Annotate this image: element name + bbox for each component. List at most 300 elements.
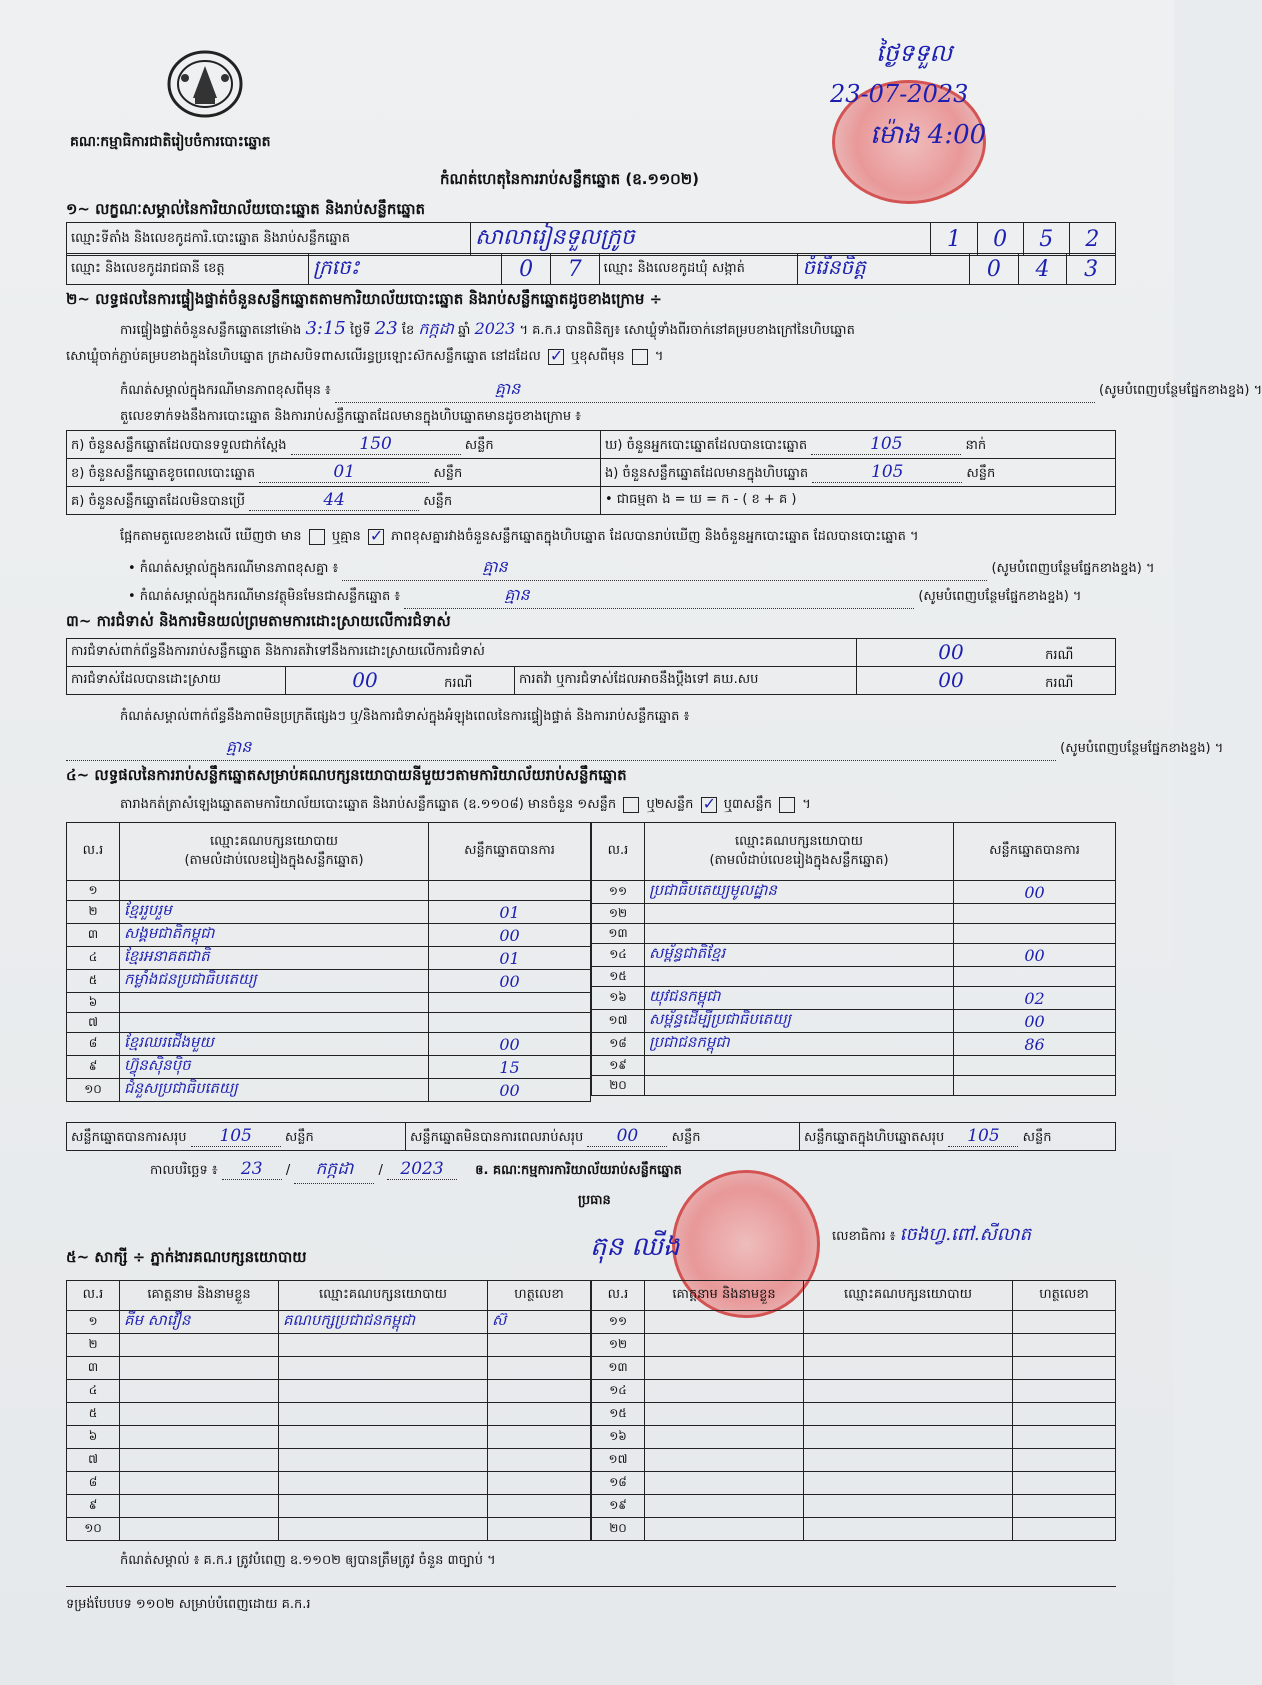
result-no: ១០ bbox=[67, 1079, 120, 1102]
witness-row bbox=[592, 1380, 1116, 1403]
witness-no: ៦ bbox=[67, 1426, 120, 1449]
stamp-top-label: ថ្ងៃទទួល bbox=[876, 39, 953, 67]
witness-row bbox=[592, 1403, 1116, 1426]
witness-row bbox=[592, 1518, 1116, 1541]
province-code-digit: 7 bbox=[550, 254, 599, 285]
witness-party bbox=[279, 1380, 488, 1403]
witness-col-no: ល.រ bbox=[67, 1281, 120, 1311]
para1-e: ។ គ.ក.រ បានពិនិត្យ៖ សោឃ្លុំទាំងពីរចាក់នៅគម្របខាងក្រៅនៃហិបឆ្នោត bbox=[519, 323, 855, 338]
witness-no: ១២ bbox=[592, 1334, 645, 1357]
commune-code-digit: 4 bbox=[1018, 254, 1067, 285]
result-row bbox=[592, 881, 1116, 904]
result-votes: 00 bbox=[429, 924, 591, 947]
result-no: ៩ bbox=[67, 1056, 120, 1079]
date-label: កាលបរិច្ឆេទ ៖ bbox=[150, 1163, 218, 1178]
section2-para2 bbox=[66, 348, 663, 367]
col-votes-header: សន្លឹកឆ្នោតបានការ bbox=[429, 823, 591, 881]
secretary-row bbox=[832, 1222, 1031, 1249]
commune-label: ឈ្មោះ និងលេខកូដឃុំ សង្កាត់ bbox=[599, 254, 798, 285]
witness-signature bbox=[488, 1472, 591, 1495]
witness-party bbox=[804, 1495, 1013, 1518]
witness-row bbox=[67, 1403, 591, 1426]
objection-row2-cell bbox=[286, 667, 515, 695]
witness-no: ៣ bbox=[67, 1357, 120, 1380]
result-no: ១៦ bbox=[592, 987, 645, 1010]
result-party bbox=[120, 881, 429, 901]
location-code-digit: 5 bbox=[1023, 223, 1069, 256]
location-code-digit: 2 bbox=[1069, 223, 1115, 256]
witness-name bbox=[120, 1426, 279, 1449]
figure-b-label: ខ) ចំនួនសន្លឹកឆ្នោតខូចពេលបោះឆ្នោត bbox=[71, 465, 256, 481]
total-valid-unit: សន្លឹក bbox=[284, 1129, 314, 1145]
result-row bbox=[67, 1033, 591, 1056]
result-party: ប្រជាធិបតេយ្យមូលដ្ឋាន bbox=[645, 881, 954, 904]
witness-name bbox=[120, 1495, 279, 1518]
col-party-header bbox=[645, 823, 954, 881]
result-no: ១៧ bbox=[592, 1010, 645, 1033]
result-no: ១៣ bbox=[592, 924, 645, 944]
result-party bbox=[645, 1076, 954, 1096]
witness-col-name: គោត្តនាម និងនាមខ្លួន bbox=[120, 1281, 279, 1311]
figure-d-unit: នាក់ bbox=[965, 437, 987, 453]
witness-row bbox=[592, 1472, 1116, 1495]
result-party bbox=[645, 924, 954, 944]
witness-name bbox=[120, 1334, 279, 1357]
result-row bbox=[67, 993, 591, 1013]
witness-party bbox=[279, 1357, 488, 1380]
date-row: កាលបរិច្ឆេទ ៖ 23 / កក្កដា / 2023 ឲ. គណៈកម្មការការិយាល័យរាប់សន្លឹកឆ្នោត bbox=[150, 1158, 682, 1184]
intro-a: តារាងកត់ត្រាសំឡេងឆ្នោតតាមការិយាល័យបោះឆ្នោត និងរាប់សន្លឹកឆ្នោត (ឧ.១១០៨) មានចំនួន ១សន្លឹក bbox=[120, 797, 617, 812]
compare-c: ភាពខុសគ្នារវាងចំនួនសន្លឹកឆ្នោតក្នុងហិបឆ្នោត ដែលបានរាប់ឃើញ និងចំនួនអ្នកបោះឆ្នោត ដែលបានបោះឆ្នោត ។ bbox=[391, 529, 919, 544]
commune-code-digit: 0 bbox=[970, 254, 1019, 285]
figure-e-label: ង) ចំនួនសន្លឹកឆ្នោតដែលមានក្នុងហិបឆ្នោត bbox=[605, 465, 809, 481]
secretary-label: លេខាធិការ ៖ bbox=[832, 1229, 896, 1244]
witness-signature bbox=[488, 1357, 591, 1380]
result-votes bbox=[429, 993, 591, 1013]
witness-name bbox=[120, 1449, 279, 1472]
witness-party bbox=[804, 1334, 1013, 1357]
witness-no: ១៣ bbox=[592, 1357, 645, 1380]
witness-party bbox=[804, 1472, 1013, 1495]
result-row bbox=[67, 881, 591, 901]
witness-col-no: ល.រ bbox=[592, 1281, 645, 1311]
three-sheets-checkbox[interactable] bbox=[779, 797, 795, 813]
location-code-digit: 0 bbox=[977, 223, 1023, 256]
witness-name bbox=[645, 1380, 804, 1403]
witness-no: ១៦ bbox=[592, 1426, 645, 1449]
result-votes bbox=[429, 1013, 591, 1033]
para1-month: កក្កដា bbox=[418, 319, 454, 338]
result-party bbox=[645, 1056, 954, 1076]
figure-d-value: 105 bbox=[811, 434, 961, 455]
witness-party bbox=[279, 1518, 488, 1541]
figure-cell-d bbox=[601, 431, 1116, 459]
witness-name bbox=[645, 1472, 804, 1495]
result-row bbox=[592, 1056, 1116, 1076]
note-prev-value: គ្មាន bbox=[335, 378, 1095, 403]
witness-party bbox=[804, 1518, 1013, 1541]
province-code-digit: 0 bbox=[502, 254, 551, 285]
figure-e-value: 105 bbox=[812, 462, 962, 483]
objection-row2-cell2 bbox=[857, 667, 1116, 695]
witness-row bbox=[67, 1449, 591, 1472]
result-no: ៧ bbox=[67, 1013, 120, 1033]
objection-note-suffix: (សូមបំពេញបន្ថែមផ្នែកខាងខ្នង) ។ bbox=[1060, 741, 1224, 756]
result-party bbox=[645, 967, 954, 987]
formula-text: • ជាធម្មតា ង = ឃ = ក - ( ខ + គ ) bbox=[605, 492, 797, 507]
objection-row1-label: ការជំទាស់ពាក់ព័ន្ធនឹងការរាប់សន្លឹកឆ្នោត និងការតវ៉ាទៅនឹងការដោះស្រាយលើការជំទាស់ bbox=[67, 639, 857, 667]
result-no: ១១ bbox=[592, 881, 645, 904]
para2-b: ឬខុសពីមុន bbox=[570, 349, 625, 364]
total-box-unit: សន្លឹក bbox=[1022, 1129, 1052, 1145]
witness-row bbox=[67, 1380, 591, 1403]
result-no: ១ bbox=[67, 881, 120, 901]
commune-code-digit: 3 bbox=[1067, 254, 1116, 285]
witness-row bbox=[67, 1426, 591, 1449]
result-no: ១៤ bbox=[592, 944, 645, 967]
result-votes: 00 bbox=[429, 970, 591, 993]
figures-intro: តួលេខទាក់ទងនឹងការបោះឆ្នោត និងការរាប់សន្លឹកឆ្នោតដែលមានក្នុងហិបឆ្នោតមានដូចខាងក្រោម ៖ bbox=[120, 409, 581, 424]
figure-b-value: 01 bbox=[259, 462, 429, 483]
objections-table bbox=[66, 638, 1116, 695]
bullet1-row bbox=[128, 556, 1155, 581]
result-no: ៤ bbox=[67, 947, 120, 970]
witness-party bbox=[804, 1449, 1013, 1472]
figure-d-label: ឃ) ចំនួនអ្នកបោះឆ្នោតដែលបានបោះឆ្នោត bbox=[605, 437, 808, 453]
result-party: ហ៊្វុនស៊ិនប៉ិច bbox=[120, 1056, 429, 1079]
footnote: កំណត់សម្គាល់ ៖ គ.ក.រ ត្រូវបំពេញ ឧ.១១០២ ឲ្យបានត្រឹមត្រូវ ចំនួន ៣ច្បាប់ ។ bbox=[120, 1553, 496, 1568]
chair-signature: តុន ឈីង bbox=[590, 1232, 680, 1262]
result-no: ៦ bbox=[67, 993, 120, 1013]
objection-row1-cell bbox=[857, 639, 1116, 667]
objection-note-label: កំណត់សម្គាល់ពាក់ព័ន្ធនឹងភាពមិនប្រក្រតីផ្សេងៗ ឬ/និងការជំទាស់ក្នុងអំឡុងពេលនៃការផ្ទៀងផ្ទាត់ និងការរាប់សន្លឹកឆ្នោត ៖ bbox=[120, 709, 690, 724]
witness-no: ៤ bbox=[67, 1380, 120, 1403]
witness-signature bbox=[1013, 1334, 1116, 1357]
witness-party bbox=[804, 1403, 1013, 1426]
total-invalid-label: សន្លឹកឆ្នោតមិនបានការពេលរាប់សរុប bbox=[410, 1129, 584, 1145]
witness-table-left bbox=[66, 1280, 591, 1541]
result-party: ខ្មែរឈរជើងមួយ bbox=[120, 1033, 429, 1056]
witness-name bbox=[645, 1495, 804, 1518]
total-valid-value: 105 bbox=[191, 1126, 281, 1147]
results-table-left bbox=[66, 822, 591, 1102]
figure-c-label: គ) ចំនួនសន្លឹកឆ្នោតដែលមិនបានប្រើ bbox=[71, 493, 245, 509]
bullet1-suffix: (សូមបំពេញបន្ថែមផ្នែកខាងខ្នង) ។ bbox=[991, 561, 1155, 576]
col-party-sub: (តាមលំដាប់លេខរៀងក្នុងសន្លឹកឆ្នោត) bbox=[709, 852, 889, 868]
result-votes bbox=[954, 1056, 1116, 1076]
witness-row bbox=[592, 1449, 1116, 1472]
witness-no: ១៨ bbox=[592, 1472, 645, 1495]
witness-signature bbox=[488, 1380, 591, 1403]
result-party: ខ្មែររួបរួម bbox=[120, 901, 429, 924]
witness-signature bbox=[488, 1334, 591, 1357]
witness-name bbox=[645, 1518, 804, 1541]
para1-b: ថ្ងៃទី bbox=[350, 323, 371, 338]
two-sheets-checkbox[interactable] bbox=[701, 797, 717, 813]
same-checkbox[interactable] bbox=[548, 349, 564, 365]
result-party bbox=[645, 904, 954, 924]
result-party: ខ្មែរអនាគតជាតិ bbox=[120, 947, 429, 970]
compare-row bbox=[120, 528, 919, 547]
figure-c-value: 44 bbox=[249, 490, 419, 511]
total-box-value: 105 bbox=[948, 1126, 1018, 1147]
location-code-digit: 1 bbox=[931, 223, 977, 256]
witness-signature bbox=[1013, 1311, 1116, 1334]
result-no: ១២ bbox=[592, 904, 645, 924]
result-no: ១៨ bbox=[592, 1033, 645, 1056]
one-sheet-checkbox[interactable] bbox=[623, 797, 639, 813]
witness-no: ១៥ bbox=[592, 1403, 645, 1426]
section1-table bbox=[66, 222, 1116, 256]
witness-name bbox=[645, 1334, 804, 1357]
total-box-label: សន្លឹកឆ្នោតក្នុងហិបឆ្នោតសរុប bbox=[804, 1129, 945, 1145]
bullet2-suffix: (សូមបំពេញបន្ថែមផ្នែកខាងខ្នង) ។ bbox=[918, 589, 1082, 604]
witness-table-right bbox=[591, 1280, 1116, 1541]
witness-party bbox=[804, 1380, 1013, 1403]
footer-rule bbox=[66, 1586, 1116, 1587]
result-row bbox=[67, 901, 591, 924]
result-no: ៨ bbox=[67, 1033, 120, 1056]
figure-cell-a bbox=[67, 431, 601, 459]
witness-party bbox=[804, 1311, 1013, 1334]
bullet2-value: គ្មាន bbox=[404, 584, 914, 609]
note-prev-suffix: (សូមបំពេញបន្ថែមផ្នែកខាងខ្នង) ។ bbox=[1099, 383, 1262, 398]
witness-row bbox=[592, 1495, 1116, 1518]
result-votes: 86 bbox=[954, 1033, 1116, 1056]
figure-cell-c bbox=[67, 487, 601, 515]
objection-note-row bbox=[66, 736, 1224, 761]
witness-name bbox=[645, 1426, 804, 1449]
result-votes bbox=[954, 904, 1116, 924]
witness-name: គីម សាវឿន bbox=[120, 1311, 279, 1334]
committee-label: ឲ. គណៈកម្មការការិយាល័យរាប់សន្លឹកឆ្នោត bbox=[475, 1163, 682, 1178]
objection-row2-value2: 00 bbox=[938, 667, 964, 692]
secretary-name: ចេងហ្វ.ពៅ.សីលាត bbox=[899, 1224, 1032, 1245]
bullet2-row bbox=[128, 584, 1118, 609]
result-votes bbox=[954, 1076, 1116, 1096]
stamp-time: ម៉ោង 4:00 bbox=[870, 120, 987, 150]
result-votes: 00 bbox=[954, 881, 1116, 904]
intro-end: ។ bbox=[802, 797, 811, 812]
intro-c: ឬ៣សន្លឹក bbox=[723, 797, 772, 812]
col-votes-header: សន្លឹកឆ្នោតបានការ bbox=[954, 823, 1116, 881]
result-row bbox=[67, 1013, 591, 1033]
witness-row bbox=[592, 1311, 1116, 1334]
witness-signature bbox=[488, 1403, 591, 1426]
total-box-cell bbox=[800, 1123, 1116, 1151]
witness-col-party: ឈ្មោះគណបក្សនយោបាយ bbox=[804, 1281, 1013, 1311]
result-row bbox=[67, 924, 591, 947]
result-votes: 00 bbox=[429, 1079, 591, 1102]
para1-day: 23 bbox=[374, 318, 398, 339]
col-party-sub: (តាមលំដាប់លេខរៀងក្នុងសន្លឹកឆ្នោត) bbox=[184, 852, 364, 868]
result-party bbox=[120, 993, 429, 1013]
totals-table bbox=[66, 1122, 1116, 1151]
result-row bbox=[592, 1076, 1116, 1096]
result-row bbox=[592, 1033, 1116, 1056]
note-prev-label: កំណត់សម្គាល់ក្នុងករណីមានភាពខុសពីមុន ៖ bbox=[120, 383, 331, 398]
witness-party: គណបក្សប្រជាជនកម្ពុជា bbox=[279, 1311, 488, 1334]
bullet1-value: គ្មាន bbox=[342, 556, 987, 581]
compare-b: ឬគ្មាន bbox=[331, 529, 361, 544]
result-votes: 01 bbox=[429, 947, 591, 970]
witness-signature bbox=[1013, 1403, 1116, 1426]
result-row bbox=[67, 1079, 591, 1102]
figure-cell-e bbox=[601, 459, 1116, 487]
witness-name bbox=[645, 1311, 804, 1334]
witness-no: ១១ bbox=[592, 1311, 645, 1334]
witness-row bbox=[67, 1311, 591, 1334]
nec-emblem-icon bbox=[165, 48, 245, 120]
stamp-date: 23-07-2023 bbox=[830, 80, 969, 108]
witness-name bbox=[645, 1357, 804, 1380]
total-invalid-value: 00 bbox=[587, 1126, 667, 1147]
result-row bbox=[592, 904, 1116, 924]
witness-name bbox=[645, 1449, 804, 1472]
result-party: សម្ព័ន្ធដើម្បីប្រជាធិបតេយ្យ bbox=[645, 1010, 954, 1033]
witness-no: ៩ bbox=[67, 1495, 120, 1518]
section2-para1 bbox=[120, 318, 855, 342]
witness-party bbox=[279, 1426, 488, 1449]
witness-col-sign: ហត្ថលេខា bbox=[488, 1281, 591, 1311]
witness-signature bbox=[1013, 1449, 1116, 1472]
result-no: ១៩ bbox=[592, 1056, 645, 1076]
result-row bbox=[592, 1010, 1116, 1033]
result-no: ២ bbox=[67, 901, 120, 924]
result-votes bbox=[429, 881, 591, 901]
result-party bbox=[120, 1013, 429, 1033]
witness-party bbox=[804, 1357, 1013, 1380]
date-day: 23 bbox=[222, 1159, 282, 1180]
different-checkbox[interactable] bbox=[632, 349, 648, 365]
witness-row bbox=[592, 1426, 1116, 1449]
col-no-header: ល.រ bbox=[592, 823, 645, 881]
province-value: ក្រចេះ bbox=[308, 254, 501, 285]
org-name: គណៈកម្មាធិការជាតិរៀបចំការបោះឆ្នោត bbox=[70, 134, 271, 150]
col-party-title: ឈ្មោះគណបក្សនយោបាយ bbox=[210, 833, 338, 849]
result-row bbox=[67, 1056, 591, 1079]
result-row bbox=[592, 987, 1116, 1010]
result-row bbox=[67, 947, 591, 970]
objection-row2-unit: ករណី bbox=[444, 675, 473, 691]
result-votes: 01 bbox=[429, 901, 591, 924]
objection-row2-label: ការជំទាស់ដែលបានដោះស្រាយ bbox=[67, 667, 286, 695]
witness-no: ១ bbox=[67, 1311, 120, 1334]
para2-text: សោឃ្លុំចាក់ភ្ជាប់គម្របខាងក្នុងនៃហិបឆ្នោត ក្រដាសបិទពាសលើរន្ធប្រឡោះស៊កសន្លឹកឆ្នោត នៅដដែល bbox=[66, 349, 541, 364]
location-value: សាលារៀនទួលក្រូច bbox=[471, 223, 931, 256]
witness-col-sign: ហត្ថលេខា bbox=[1013, 1281, 1116, 1311]
intro-b: ឬ២សន្លឹក bbox=[646, 797, 694, 812]
result-row bbox=[592, 944, 1116, 967]
witness-signature bbox=[488, 1518, 591, 1541]
witness-row bbox=[67, 1334, 591, 1357]
objection-row2-value: 00 bbox=[352, 667, 378, 692]
witness-no: ១៤ bbox=[592, 1380, 645, 1403]
note-prev-row bbox=[120, 378, 1262, 403]
figure-a-unit: សន្លឹក bbox=[464, 437, 494, 453]
date-month: កក្កដា bbox=[294, 1158, 374, 1184]
witness-name bbox=[120, 1357, 279, 1380]
result-no: ៥ bbox=[67, 970, 120, 993]
witness-no: ១៩ bbox=[592, 1495, 645, 1518]
figure-c-unit: សន្លឹក bbox=[423, 493, 453, 509]
result-votes: 02 bbox=[954, 987, 1116, 1010]
figure-b-unit: សន្លឹក bbox=[433, 465, 463, 481]
result-row bbox=[67, 970, 591, 993]
witness-row bbox=[67, 1357, 591, 1380]
objection-row2-unit2: ករណី bbox=[1045, 675, 1074, 691]
result-party: ប្រជាជនកម្ពុជា bbox=[645, 1033, 954, 1056]
result-party: ជំនួសប្រជាធិបតេយ្យ bbox=[120, 1079, 429, 1102]
no-difference-checkbox[interactable] bbox=[368, 529, 384, 545]
result-votes: 00 bbox=[954, 1010, 1116, 1033]
total-valid-label: សន្លឹកឆ្នោតបានការសរុប bbox=[71, 1129, 187, 1145]
section5-title: ៥~ សាក្សី ÷ ភ្នាក់ងារគណបក្សនយោបាយ bbox=[66, 1248, 307, 1266]
witness-no: ៧ bbox=[67, 1449, 120, 1472]
chair-label: ប្រធាន bbox=[578, 1193, 611, 1208]
result-party: យុវជនកម្ពុជា bbox=[645, 987, 954, 1010]
result-row bbox=[592, 967, 1116, 987]
para1-d: ឆ្នាំ bbox=[458, 323, 471, 338]
witness-party bbox=[279, 1403, 488, 1426]
result-no: ២០ bbox=[592, 1076, 645, 1096]
witness-row bbox=[592, 1334, 1116, 1357]
para1-a: ការផ្ទៀងផ្ទាត់ចំនួនសន្លឹកឆ្នោតនៅម៉ោង bbox=[120, 323, 302, 338]
witness-no: ៥ bbox=[67, 1403, 120, 1426]
section3-title: ៣~ ការជំទាស់ និងការមិនយល់ព្រមតាមការដោះស្រាយលើការជំទាស់ bbox=[66, 612, 451, 630]
witness-name bbox=[645, 1403, 804, 1426]
witness-signature bbox=[1013, 1518, 1116, 1541]
para1-year: 2023 bbox=[474, 319, 516, 338]
witness-no: ៨ bbox=[67, 1472, 120, 1495]
witness-no: ២ bbox=[67, 1334, 120, 1357]
figure-e-unit: សន្លឹក bbox=[966, 465, 996, 481]
witness-signature bbox=[1013, 1380, 1116, 1403]
result-votes: 00 bbox=[429, 1033, 591, 1056]
result-party: សម្ព័ន្ធជាតិខ្មែរ bbox=[645, 944, 954, 967]
has-difference-checkbox[interactable] bbox=[309, 529, 325, 545]
result-row bbox=[592, 924, 1116, 944]
section1-title: ១~ លក្ខណៈសម្គាល់នៃការិយាល័យបោះឆ្នោត និងរាប់សន្លឹកឆ្នោត bbox=[66, 200, 426, 218]
witness-row bbox=[67, 1472, 591, 1495]
figures-table bbox=[66, 430, 1116, 515]
result-votes: 15 bbox=[429, 1056, 591, 1079]
witness-signature bbox=[1013, 1426, 1116, 1449]
col-no-header: ល.រ bbox=[67, 823, 120, 881]
result-no: ១៥ bbox=[592, 967, 645, 987]
col-party-header bbox=[120, 823, 429, 881]
section4-title: ៤~ លទ្ធផលនៃការរាប់សន្លឹកឆ្នោតសម្រាប់គណបក្សនយោបាយនីមួយៗតាមការិយាល័យរាប់សន្លឹកឆ្នោត bbox=[66, 766, 627, 784]
objection-row2-label2: ការតវ៉ា ឬការជំទាស់ដែលអាចនឹងប្តឹងទៅ គឃ.សប bbox=[515, 667, 857, 695]
witness-party bbox=[804, 1426, 1013, 1449]
figure-a-label: ក) ចំនួនសន្លឹកឆ្នោតដែលបានទទួលជាក់ស្តែង bbox=[71, 437, 287, 453]
witness-name bbox=[120, 1472, 279, 1495]
form-title: កំណត់ហេតុនៃការរាប់សន្លឹកឆ្នោត (ឧ.១១០២) bbox=[440, 170, 700, 188]
formula-cell bbox=[601, 487, 1116, 515]
para1-time: 3:15 bbox=[305, 318, 346, 339]
result-party: កម្លាំងជនប្រជាធិបតេយ្យ bbox=[120, 970, 429, 993]
para2-end: ។ bbox=[654, 349, 664, 364]
witness-row bbox=[67, 1495, 591, 1518]
witness-signature bbox=[488, 1449, 591, 1472]
witness-party bbox=[279, 1472, 488, 1495]
witness-no: ២០ bbox=[592, 1518, 645, 1541]
witness-signature bbox=[488, 1495, 591, 1518]
bullet1-label: • កំណត់សម្គាល់ក្នុងករណីមានភាពខុសគ្នា ៖ bbox=[128, 561, 339, 576]
commune-value: ចំរើនចិត្ត bbox=[798, 254, 970, 285]
witness-party bbox=[279, 1334, 488, 1357]
witness-party bbox=[279, 1495, 488, 1518]
